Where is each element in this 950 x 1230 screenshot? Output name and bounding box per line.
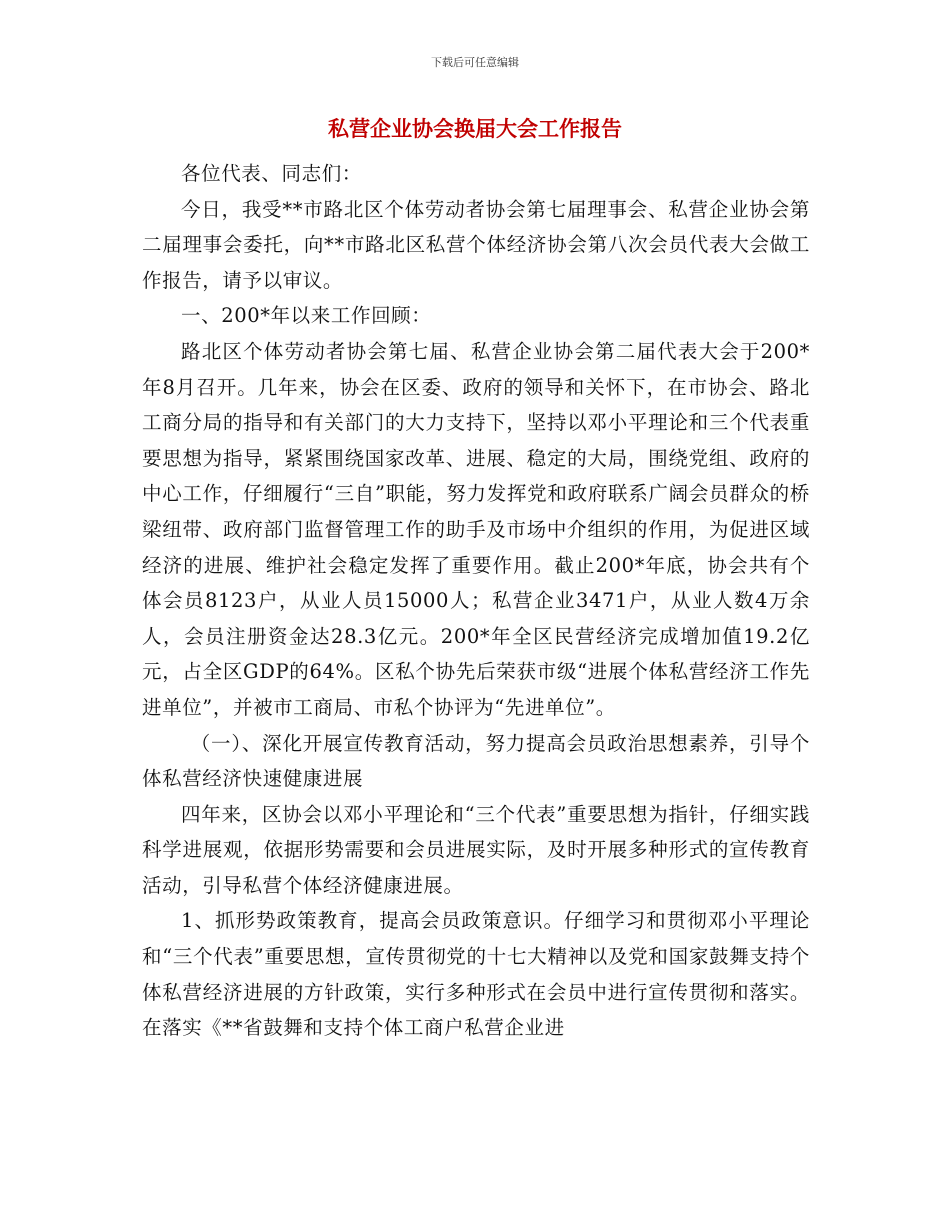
document-body [142, 156, 810, 1046]
salutation: 各位代表、同志们： [181, 162, 362, 185]
header-note: 下载后可任意编辑 [431, 56, 519, 69]
section-heading: 一、200*年以来工作回顾： [181, 304, 432, 328]
review-paragraph: 路北区个体劳动者协会第七届、私营企业协会第二届代表大会于200*年8月召开。几年来，协会在区委、政府的领导和关怀下，在市协会、路北工商分局的指导和有关部门的大力支持下，坚持以邓小平理论和三个代表重要思想为指导，紧紧围绕国家改革、进展、稳定的大局，围绕党组、政府的中心工作，仔细履行“三自”职能，努力发挥党和政府联系广阔会员群众的桥梁纽带、政府部门监督管理工作的助手及市场中介组织的作用，为促进区域经济的进展、维护社会稳定发挥了重要作用。截止200*年底，协会共有个体会员8123户，从业人员15000人；私营企业3471户，从业人数4万余人，会员注册资金达28.3亿元。200*年全区民营经济完成增加值19.2亿元，占全区GDP的64%。区私个协先后荣获市级“进展个体私营经济工作先进单位”，并被市工商局、市私个协评为“先进单位”。 [142, 339, 810, 719]
education-paragraph: 四年来，区协会以邓小平理论和“三个代表”重要思想为指针，仔细实践科学进展观，依据形势需要和会员进展实际，及时开展多种形式的宣传教育活动，引导私营个体经济健康进展。 [142, 802, 810, 897]
intro-paragraph: 今日，我受**市路北区个体劳动者协会第七届理事会、私营企业协会第二届理事会委托，向**市路北区私营个体经济协会第八次会员代表大会做工作报告，请予以审议。 [142, 197, 810, 292]
subsection-heading: （一）、深化开展宣传教育活动，努力提高会员政治思想素养，引导个体私营经济快速健康进展 [142, 731, 810, 791]
policy-paragraph: 1、抓形势政策教育，提高会员政策意识。仔细学习和贯彻邓小平理论和“三个代表”重要思想，宣传贯彻党的十七大精神以及党和国家鼓舞支持个体私营经济进展的方针政策，实行多种形式在会员中进行宣传贯彻和落实。在落实《**省鼓舞和支持个体工商户私营企业进 [142, 909, 810, 1040]
document-title: 私营企业协会换届大会工作报告 [328, 117, 622, 141]
